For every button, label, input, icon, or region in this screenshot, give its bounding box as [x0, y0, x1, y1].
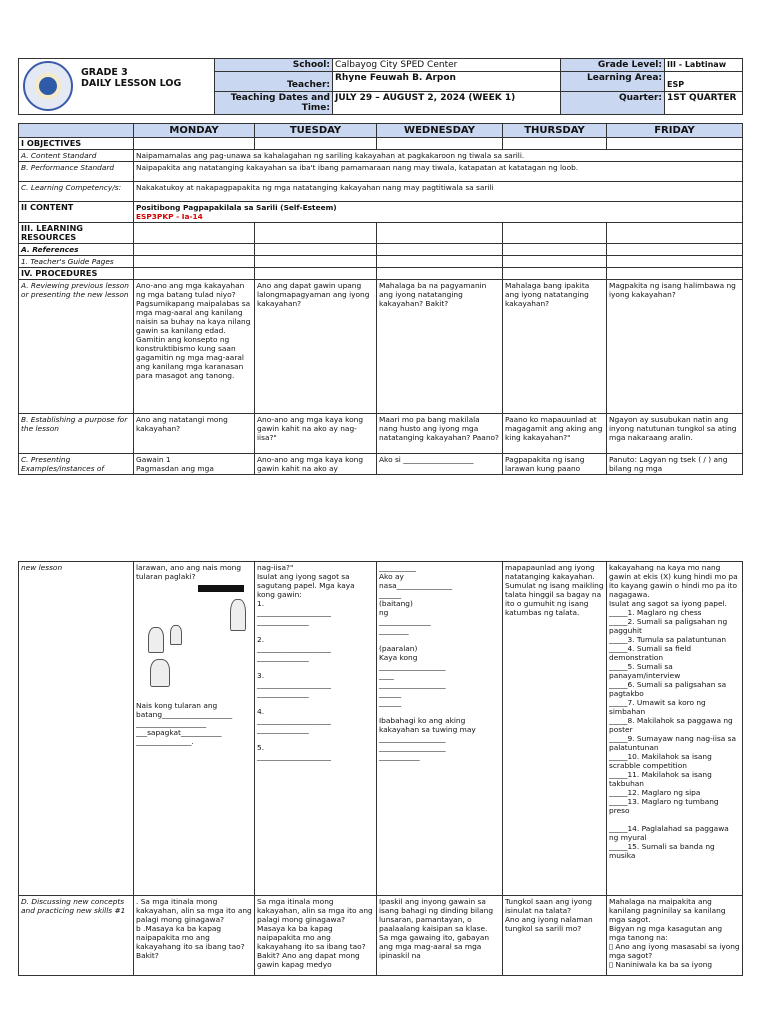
procedure-c-tuesday: Ano-ano ang mga kaya kong gawin kahit na ako ay — [255, 454, 377, 475]
procedure-a-friday: Magpakita ng isang halimbawa ng iyong kakayahan? — [607, 280, 743, 414]
procedure-d-wednesday: Ipaskil ang inyong gawain sa isang bahagi ng dinding bilang lunsaran, pamantayan, o paalaalang kaisipan sa klase. Sa mga gawaing ito, gabayan ang mga mag-aaral sa mga ipinaskil na — [377, 896, 503, 976]
redacted-bar — [198, 585, 244, 592]
learning-competency-label: C. Learning Competency/s: — [19, 182, 134, 202]
content-code: ESP3PKP - Ia-14 — [136, 212, 203, 221]
performance-standard-text: Naipapakita ang natatanging kakayahan sa iba't ibang pamamaraan nang may tiwala, katapatan at katatagan ng loob. — [134, 162, 743, 182]
day-friday: FRIDAY — [607, 124, 743, 138]
procedure-c-label-continued: new lesson — [19, 562, 134, 896]
teacher-label: Teacher: — [215, 72, 333, 92]
grade-title: GRADE 3 — [81, 67, 128, 78]
daily-lesson-log-title: DAILY LESSON LOG — [81, 78, 182, 89]
procedure-c-monday-question: larawan, ano ang nais mong tularan paglaki? — [136, 563, 242, 581]
corner-cell — [19, 124, 134, 138]
procedure-c-wednesday: Ako si ___________________ — [377, 454, 503, 475]
procedure-b-friday: Ngayon ay susubukan natin ang inyong natutunan tungkol sa ating mga nakaraang aralin. — [607, 414, 743, 454]
dates-label: Teaching Dates and Time: — [215, 92, 333, 115]
learning-area-label: Learning Area: — [561, 72, 665, 92]
learning-area-value: ESP — [665, 72, 743, 92]
content-heading: II CONTENT — [19, 202, 134, 223]
grade-level-label: Grade Level: — [561, 59, 665, 72]
day-tuesday: TUESDAY — [255, 124, 377, 138]
procedure-c-thursday-continued: mapapaunlad ang iyong natatanging kakayahan. Sumulat ng isang maikling talata hinggil sa bagay na ito o gumuhit ng isang katumbas ng talata. — [503, 562, 607, 896]
deped-seal-logo — [23, 61, 73, 111]
procedure-b-thursday: Paano ko mapauunlad at magagamit ang aking ang king kakayahan?" — [503, 414, 607, 454]
procedure-c-tuesday-continued: nag-iisa?" Isulat ang iyong sagot sa sagutang papel. Mga kaya kong gawin: 1. ____________________ ______________ 2. ____________________ ______________ 3. ____________________ ______________ 4. ____________________ ______________ 5. ____________________ — [255, 562, 377, 896]
procedure-c-friday-checklist: kakayahang na kaya mo nang gawin at ekis (X) kung hindi mo pa ito kayang gawin o hindi mo pa ito nagagawa. Isulat ang sagot sa iyong papel. _____1. Maglaro ng chess _____2. Sumali sa paligsahan ng pagguhit _____3. Tumula sa palatuntunan _____4. Sumali sa field demonstration _____5. Sumali sa panayam/interview _____6. Sumali sa paligsahan sa pagtakbo _____7. Umawit sa koro ng simbahan _____8. Makilahok sa paggawa ng poster _____9. Sumayaw nang nag-iisa sa palatuntunan _____10. Makilahok sa isang scrabble competition _____11. Makilahok sa isang takbuhan _____12. Maglaro ng sipa _____13. Maglaro ng tumbang preso _____14. Paglalahad sa paggawa ng myural _____15. Sumali sa banda ng musika — [607, 562, 743, 896]
header-table — [18, 58, 743, 115]
procedure-a-wednesday: Mahalaga ba na pagyamanin ang iyong natatanging kakayahan? Bakit? — [377, 280, 503, 414]
procedure-a-monday: Ano-ano ang mga kakayahan ng mga batang tulad niyo? Pagsumikapang maipalabas sa mga mag-aaral ang kanilang naisin sa buhay na kaya nilang gawin sa kanilang edad. Gamitin ang konsepto ng konstruktibismo kung saan gagamitin ng mga mag-aaral ang kanilang mga karanasan para masagot ang tanong. — [134, 280, 255, 414]
procedure-c-thursday: Pagpapakita ng isang larawan kung paano — [503, 454, 607, 475]
procedure-b-wednesday: Maari mo pa bang makilala nang husto ang iyong mga natatanging kakayahan? Paano? — [377, 414, 503, 454]
procedure-b-monday: Ano ang natatangi mong kakayahan? — [134, 414, 255, 454]
learning-competency-text: Nakakatukoy at nakapagpapakita ng mga natatanging kakayahan nang may pagtitiwala sa sarili — [134, 182, 743, 202]
children-activities-illustration — [136, 581, 252, 701]
teachers-guide-label: 1. Teacher's Guide Pages — [19, 256, 134, 268]
performance-standard-label: B. Performance Standard — [19, 162, 134, 182]
procedure-c-monday-answer: Nais kong tularan ang batang___________________ ___________________ ___sapagkat___________ _______________. — [136, 701, 233, 746]
grade-level-value: III - Labtinaw — [665, 59, 743, 72]
procedure-d-label: D. Discussing new concepts and practicing new skills #1 — [19, 896, 134, 976]
procedures-heading: IV. PROCEDURES — [19, 268, 134, 280]
procedure-c-label: C. Presenting Examples/instances of — [19, 454, 134, 475]
teacher-value: Rhyne Feuwah B. Arpon — [333, 72, 561, 92]
procedure-d-thursday: Tungkol saan ang iyong isinulat na talata? Ano ang iyong nalaman tungkol sa sarili mo? — [503, 896, 607, 976]
procedure-c-wednesday-continued: __________ Ako ay nasa_______________ ______ (baitang) ng ______________ ________ (paaralan) Kaya kong __________________ ____ __________________ ______ ______ Ibabahagi ko ang aking kakayahan sa tuwing may __________________ __________________ ___________ — [377, 562, 503, 896]
lesson-table-continued — [18, 561, 743, 976]
procedure-a-label: A. Reviewing previous lesson or presenting the new lesson — [19, 280, 134, 414]
child-figure-icon — [230, 599, 246, 631]
dates-value: JULY 29 – AUGUST 2, 2024 (WEEK 1) — [333, 92, 561, 115]
procedure-a-tuesday: Ano ang dapat gawin upang lalongmapagyaman ang iyong kakayahan? — [255, 280, 377, 414]
school-value: Calbayog City SPED Center — [333, 59, 561, 72]
content-standard-text: Naipamamalas ang pag-unawa sa kahalagahan ng sariling kakayahan at pagkakaroon ng tiwala sa sarili. — [134, 150, 743, 162]
child-figure-icon — [148, 627, 164, 653]
procedure-d-friday: Mahalaga na maipakita ang kanilang pagninilay sa kanilang mga sagot. Bigyan ng mga kasagutan ang mga tanong na: ▯ Ano ang iyong masasabi sa iyong mga sagot? ▯ Naniniwala ka ba sa iyong — [607, 896, 743, 976]
procedure-d-monday: . Sa mga itinala mong kakayahan, alin sa mga ito ang palagi mong ginagawa? b .Masaya ka ba kapag naipapakita mo ang kakayahang ito sa ibang tao? Bakit? — [134, 896, 255, 976]
school-label: School: — [215, 59, 333, 72]
day-monday: MONDAY — [134, 124, 255, 138]
procedure-a-thursday: Mahalaga bang ipakita ang iyong natatanging kakayahan? — [503, 280, 607, 414]
child-figure-icon — [150, 659, 170, 687]
procedure-c-friday: Panuto: Lagyan ng tsek ( / ) ang bilang ng mga — [607, 454, 743, 475]
resources-heading: III. LEARNING RESOURCES — [19, 223, 134, 244]
quarter-label: Quarter: — [561, 92, 665, 115]
procedure-c-monday: Gawain 1 Pagmasdan ang mga — [134, 454, 255, 475]
procedure-b-label: B. Establishing a purpose for the lesson — [19, 414, 134, 454]
procedure-b-tuesday: Ano-ano ang mga kaya kong gawin kahit na ako ay nag-iisa?" — [255, 414, 377, 454]
deped-header-cell — [19, 59, 215, 115]
lesson-log-page-1 — [18, 58, 742, 475]
content-standard-label: A. Content Standard — [19, 150, 134, 162]
quarter-value: 1ST QUARTER — [665, 92, 743, 115]
child-figure-icon — [170, 625, 182, 645]
content-title: Positibong Pagpapakilala sa Sarili (Self-Esteem) — [136, 203, 337, 212]
references-label: A. References — [19, 244, 134, 256]
procedure-d-tuesday: Sa mga itinala mong kakayahan, alin sa mga ito ang palagi mong ginagawa? Masaya ka ba kapag naipapakita mo ang kakayahang ito sa ibang tao? Bakit? Ano ang dapat mong gawin kapag medyo — [255, 896, 377, 976]
lesson-log-page-2 — [18, 561, 742, 976]
lesson-table — [18, 123, 743, 475]
day-wednesday: WEDNESDAY — [377, 124, 503, 138]
objectives-heading: I OBJECTIVES — [19, 138, 134, 150]
day-thursday: THURSDAY — [503, 124, 607, 138]
